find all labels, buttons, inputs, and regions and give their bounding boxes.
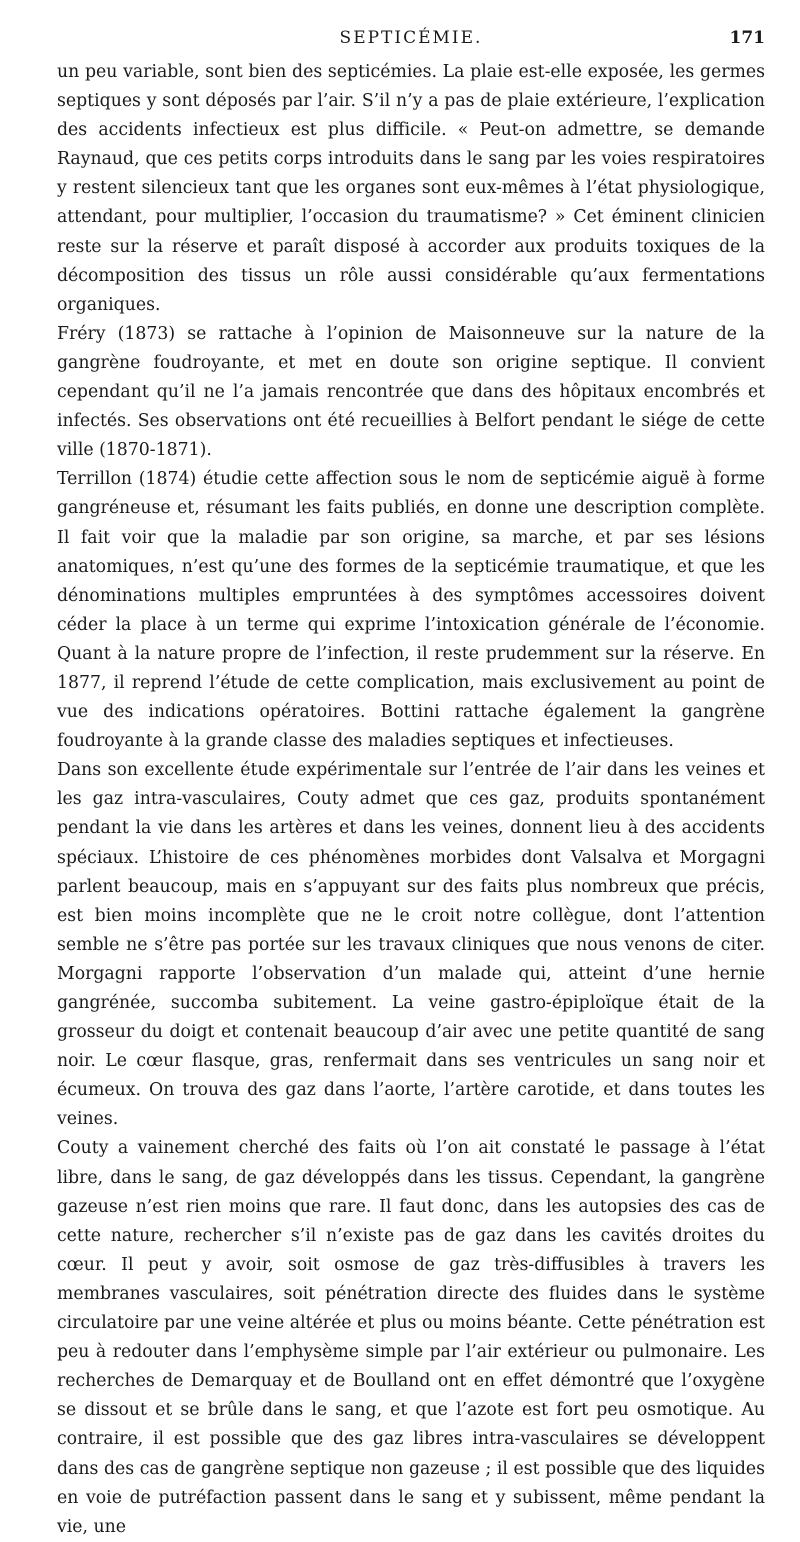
body-text <box>57 58 765 1542</box>
paragraph-continuation: un peu variable, sont bien des septicémies. La plaie est-elle exposée, les germes septiques y sont déposés par l’air. S’il n’y a pas de plaie extérieure, l’explication des accidents infectieux est plus difficile. « Peut-on admettre, se demande Raynaud, que ces petits corps introduits dans le sang par les voies respiratoires y restent silencieux tant que les organes sont eux-mêmes à l’état physiologique, attendant, pour multiplier, l’occasion du traumatisme? » Cet éminent clinicien reste sur la réserve et paraît disposé à accorder aux produits toxiques de la décomposition des tissus un rôle aussi considérable qu’aux fermentations organiques. <box>57 62 765 315</box>
paragraph-frery: Fréry (1873) se rattache à l’opinion de Maisonneuve sur la nature de la gangrène foudroyante, et met en doute son origine septique. Il convient cependant qu’il ne l’a jamais rencontrée que dans des hôpitaux encombrés et infectés. Ses observations ont été recueillies à Belfort pendant le siége de cette ville (1870-1871). <box>57 323 765 461</box>
paragraph-terrillon: Terrillon (1874) étudie cette affection sous le nom de septicémie aiguë à forme gangréneuse et, résumant les faits publiés, en donne une description complète. Il fait voir que la maladie par son origine, sa marche, et par ses lésions anatomiques, n’est qu’une des formes de la septicémie traumatique, et que les dénominations multiples empruntées à des symptômes accessoires doivent céder la place à un terme qui exprime l’intoxication générale de l’économie. Quant à la nature propre de l’infection, il reste prudemment sur la réserve. En 1877, il reprend l’étude de cette complication, mais exclusivement au point de vue des indications opératoires. Bottini rattache également la gangrène foudroyante à la grande classe des maladies septiques et infectieuses. <box>57 469 765 752</box>
running-head <box>57 28 765 58</box>
page-number: 171 <box>729 28 765 48</box>
paragraph-couty-study: Dans son excellente étude expérimentale sur l’entrée de l’air dans les veines et les gaz intra-vasculaires, Couty admet que ces gaz, produits spontanément pendant la vie dans les artères et dans les veines, donnent lieu à des accidents spéciaux. L’histoire de ces phénomènes morbides dont Valsalva et Morgagni parlent beaucoup, mais en s’appuyant sur des faits plus nombreux que précis, est bien moins incomplète que ne le croit notre collègue, dont l’attention semble ne s’être pas portée sur les travaux cliniques que nous venons de citer. Morgagni rapporte l’observation d’un malade qui, atteint d’une hernie gangrénée, succomba subitement. La veine gastro-épiploïque était de la grosseur du doigt et contenait beaucoup d’air avec une petite quantité de sang noir. Le cœur flasque, gras, renfermait dans ses ventricules un sang noir et écumeux. On trouva des gaz dans l’aorte, l’artère carotide, et dans toutes les veines. <box>57 760 765 1130</box>
running-head-title: SEPTICÉMIE. <box>339 28 483 48</box>
paragraph-couty-gases: Couty a vainement cherché des faits où l’on ait constaté le passage à l’état libre, dans le sang, de gaz développés dans les tissus. Cependant, la gangrène gazeuse n’est rien moins que rare. Il faut donc, dans les autopsies des cas de cette nature, rechercher s’il n’existe pas de gaz dans les cavités droites du cœur. Il peut y avoir, soit osmose de gaz très-diffusibles à travers les membranes vasculaires, soit pénétration directe des fluides dans le système circulatoire par une veine altérée et plus ou moins béante. Cette pénétration est peu à redouter dans l’emphysème simple par l’air extérieur ou pulmonaire. Les recherches de Demarquay et de Boulland ont en effet démontré que l’oxygène se dissout et se brûle dans le sang, et que l’azote est fort peu osmotique. Au contraire, il est possible que des gaz libres intra-vasculaires se développent dans des cas de gangrène septique non gazeuse ; il est possible que des liquides en voie de putréfaction passent dans le sang et y subissent, même pendant la vie, une <box>57 1138 765 1537</box>
book-page <box>57 28 765 1542</box>
